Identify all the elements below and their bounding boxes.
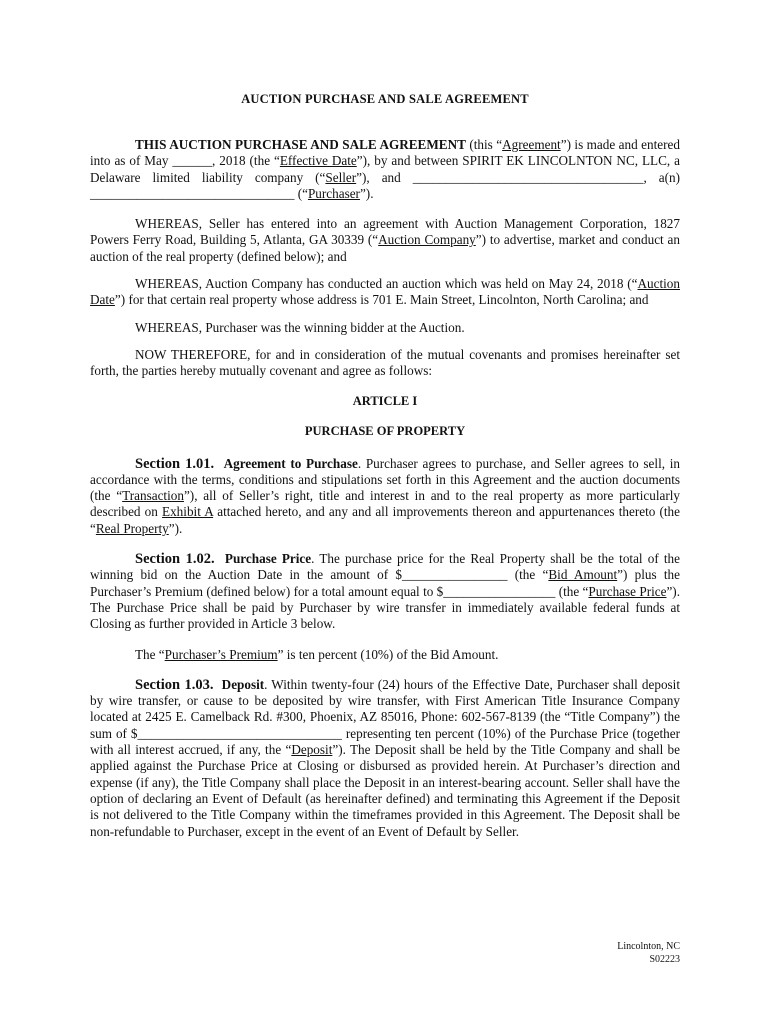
section-1-03-text-2: ”). The Deposit shall be held by the Title Company and shall be applied against the Purchase Price at Closing or disbursed as provided herein. At Purchaser’s direction and expense (if any), the Title Company shall place the Deposit in an interest-bearing account. Seller shall have the option of declaring an Event of Default (as hereinafter defined) and terminating this Agreement if the Deposit is not delivered to the Title Company within the timeframes provided in this Agreement. The Deposit shall be non-refundable to Purchaser, except in the event of an Event of Default by Seller. [90,742,681,839]
section-1-02 [90,551,680,632]
section-1-02-number: Section 1.02. [135,551,215,568]
section-1-03 [90,677,680,840]
intro-text-5: ”). [359,185,374,201]
section-1-02-text-1: . The purchase price for the Real Property shall be the total of the winning bid on the Auction Date in the amount of $________________ (the “ [90,551,680,583]
section-1-02-text-3: ”). The Purchase Price shall be paid by Purchaser by wire transfer in immediately available federal funds at Closing as further provided in Article 3 below. [90,583,680,632]
section-1-01-heading: Agreement to Purchase [223,455,358,471]
footer-doc-number: S02223 [649,954,680,965]
defined-term-real-property: Real Property [95,520,169,536]
defined-term-purchasers-premium: Purchaser’s Premium [164,646,278,662]
section-1-01-text-3: attached hereto, and any and all improvements thereon and appurtenances thereto (the “ [90,504,680,536]
section-1-01 [90,456,680,537]
footer-location: Lincolnton, NC [617,941,680,952]
section-1-01-text-4: ”). [168,520,183,536]
section-1-01-number: Section 1.01. [135,455,215,472]
premium-paragraph [90,647,680,663]
whereas2-text-1: WHEREAS, Auction Company has conducted an auction which was held on May 24, 2018 (“ [135,276,638,292]
whereas1-text-1: WHEREAS, Seller has entered into an agreement with Auction Management Corporation, 1827 Powers Ferry Road, Building 5, Atlanta, GA 30339 (“ [90,216,680,248]
defined-term-bid-amount: Bid Amount [548,567,618,583]
document-body [90,92,680,840]
defined-term-purchase-price: Purchase Price [588,583,667,599]
document-title: AUCTION PURCHASE AND SALE AGREEMENT [241,92,529,106]
defined-term-deposit: Deposit [291,742,333,758]
defined-term-transaction: Transaction [122,488,184,504]
whereas2-text-2: ”) for that certain real property whose address is 701 E. Main Street, Lincolnton, North Carolina; and [114,292,649,308]
article-title: PURCHASE OF PROPERTY [304,423,466,438]
defined-term-agreement: Agreement [502,137,561,152]
section-1-03-text-1: . Within twenty-four (24) hours of the Effective Date, Purchaser shall deposit by wire transfer, or cause to be deposited by wire transfer, with First American Title Insurance Company located at 2425 E. Camelback Rd. #300, Phoenix, AZ 85016, Phone: 602-567-8139 (the “Title Company”) the sum of $_______________________________ representing ten percent (10%) of the Purchase Price (together with all interest accrued, if any, the “ [90,676,681,758]
defined-term-auction-company: Auction Company [378,232,476,248]
whereas1-text-2: ”) to advertise, market and conduct an auction of the real property (defined below); and [90,232,680,264]
intro-text-3: ”), by and between SPIRIT EK LINCOLNTON NC, LLC, a Delaware limited liability company (“ [90,153,680,185]
intro-text-4: ”), and ___________________________________, a(n) _______________________________ (“ [90,169,681,201]
defined-term-seller: Seller [325,169,357,185]
intro-paragraph [90,137,680,202]
article-heading: ARTICLE I [352,393,418,408]
intro-bold-lead: THIS AUCTION PURCHASE AND SALE AGREEMENT [135,137,466,152]
section-1-03-heading: Deposit [221,676,265,692]
whereas-paragraph-1 [90,216,680,265]
exhibit-a-reference: Exhibit A [162,504,214,520]
section-1-02-heading: Purchase Price [224,551,312,567]
section-1-02-text-2: ”) plus the Purchaser’s Premium (defined below) for a total amount equal to $_________________ (the “ [90,567,681,599]
defined-term-purchaser: Purchaser [307,185,360,201]
page-footer [617,940,680,966]
defined-term-effective-date: Effective Date [279,153,357,169]
whereas-paragraph-3: WHEREAS, Purchaser was the winning bidder at the Auction. [135,319,465,335]
intro-text-1: (this “ [465,137,503,152]
intro-text-2: ”) is made and entered into as of May ______, 2018 (the “ [90,137,680,169]
section-1-03-number: Section 1.03. [135,676,214,693]
premium-text-1: The “ [135,646,165,662]
whereas-paragraph-2 [90,276,680,309]
now-therefore-paragraph: NOW THEREFORE, for and in consideration of the mutual covenants and promises hereinafter set forth, the parties hereby mutually covenant and agree as follows: [90,346,680,379]
premium-text-2: ” is ten percent (10%) of the Bid Amount. [277,646,499,662]
section-1-01-text-2: ”), all of Seller’s right, title and interest in and to the real property as more particularly described on [90,488,680,520]
defined-term-auction-date: Auction Date [90,276,680,308]
section-1-01-text-1: . Purchaser agrees to purchase, and Seller agrees to sell, in accordance with the terms, conditions and stipulations set forth in this Agreement and the auction documents (the “ [90,455,681,504]
